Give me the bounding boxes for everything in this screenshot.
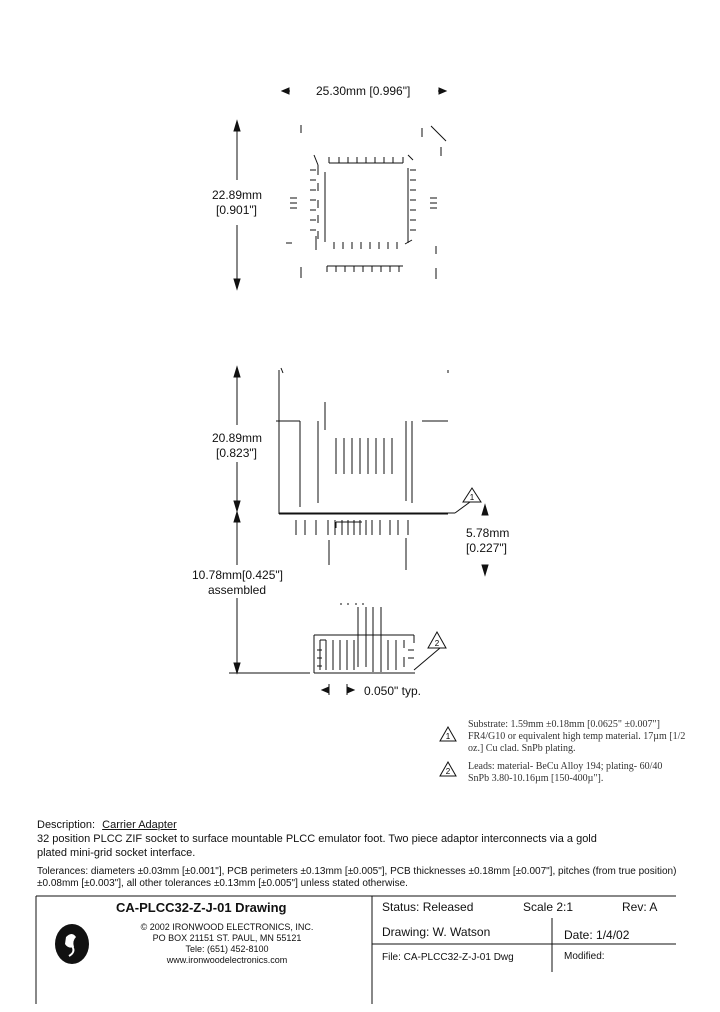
description-heading xyxy=(37,819,177,832)
foot-height-label-in: [0.227"] xyxy=(466,541,507,555)
foot-height-label-mm: 5.78mm xyxy=(466,526,510,540)
tolerances-line-2: ±0.08mm [±0.003"], all other tolerances ±0.13mm [±0.005"] unless stated otherwise. xyxy=(37,878,408,889)
top-side-pads xyxy=(290,170,437,230)
note-2-line: Leads: material- BeCu Alloy 194; plating- 60/40 xyxy=(468,761,663,772)
revision-field: Rev: A xyxy=(622,900,658,914)
note-1-line: FR4/G10 or equivalent high temp material. 17µm [1/2 xyxy=(468,731,686,742)
description-line-1: 32 position PLCC ZIF socket to surface mountable PLCC emulator foot. Two piece adaptor interconnects via a gold xyxy=(37,833,597,845)
bottom-pad-row xyxy=(316,236,412,272)
top-height-label-mm: 22.89mm xyxy=(212,188,263,202)
top-height-label-in: [0.901"] xyxy=(216,203,257,217)
note-1-line: Substrate: 1.59mm ±0.18mm [0.0625" ±0.007"] xyxy=(468,719,660,730)
company-website: www.ironwoodelectronics.com xyxy=(166,955,288,965)
note-1 xyxy=(468,719,688,755)
foot-pins-side xyxy=(296,520,408,570)
assembled-word: assembled xyxy=(208,583,267,597)
top-view-outline xyxy=(286,125,446,279)
status-field: Status: Released xyxy=(382,900,474,914)
foot-height-dimension xyxy=(482,505,488,575)
description-line-2: plated mini-grid socket interface. xyxy=(37,847,196,859)
note-flag-1-triangle xyxy=(455,488,481,513)
modified-field: Modified: xyxy=(564,951,605,962)
note-1-flag-number: 1 xyxy=(445,732,451,741)
note-2-flag-number: 2 xyxy=(445,767,451,776)
side-flag-1-number: 1 xyxy=(469,493,475,502)
drawn-by-field: Drawing: W. Watson xyxy=(382,925,491,939)
drawing-title: CA-PLCC32-Z-J-01 Drawing xyxy=(116,900,287,915)
note-2 xyxy=(468,761,688,785)
company-info xyxy=(112,922,342,966)
date-field: Date: 1/4/02 xyxy=(564,928,630,942)
side-height-label-mm: 20.89mm xyxy=(212,431,263,445)
top-width-label: 25.30mm [0.996"] xyxy=(316,84,411,98)
note-2-line: SnPb 3.80-10.16µm [150-400µ"]. xyxy=(468,773,604,784)
assembled-dimension xyxy=(229,522,310,673)
description-label: Description: xyxy=(37,819,96,831)
pitch-dimension xyxy=(322,684,354,695)
pitch-label: 0.050" typ. xyxy=(364,684,421,698)
note-1-line: oz.] Cu clad. SnPb plating. xyxy=(468,743,576,754)
company-logo xyxy=(55,924,89,964)
top-pad-row xyxy=(314,155,413,243)
socket-body-side xyxy=(276,368,455,514)
description-title: Carrier Adapter xyxy=(102,819,177,831)
assembled-height-label: 10.78mm[0.425"] xyxy=(192,568,283,582)
company-phone: Tele: (651) 452-8100 xyxy=(185,944,269,954)
side-height-label-in: [0.823"] xyxy=(216,446,257,460)
side-flag-2-number: 2 xyxy=(434,639,440,648)
company-address: PO BOX 21151 ST. PAUL, MN 55121 xyxy=(152,933,302,943)
file-field: File: CA-PLCC32-Z-J-01 Dwg xyxy=(382,952,514,963)
tolerances-line-1: Tolerances: diameters ±0.03mm [±0.001"], PCB perimeters ±0.13mm [±0.005"], PCB thicknesses ±0.18mm [±0.007"], pitches (from true position) xyxy=(37,866,677,877)
scale-field: Scale 2:1 xyxy=(523,900,574,914)
emulator-foot-side xyxy=(314,604,446,673)
company-copyright: © 2002 IRONWOOD ELECTRONICS, INC. xyxy=(140,922,314,932)
